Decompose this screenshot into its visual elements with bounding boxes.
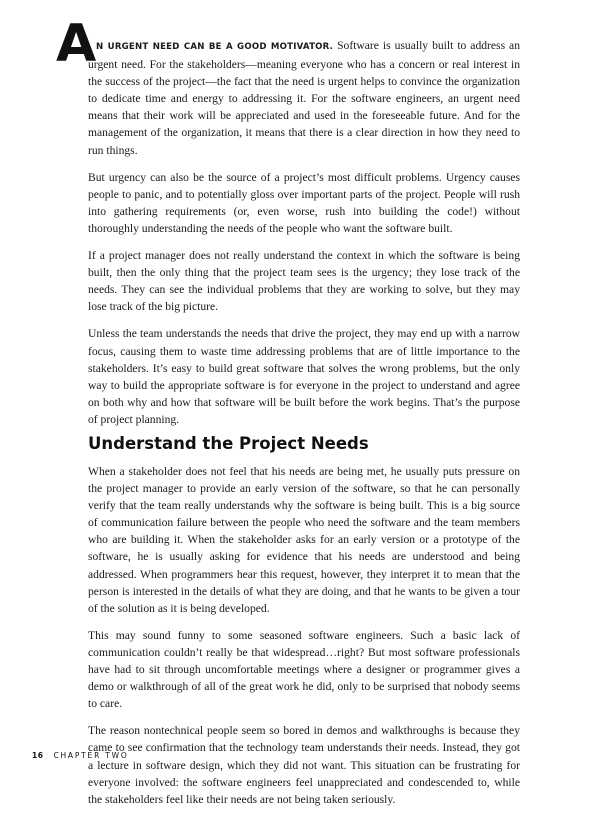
paragraph-4: Unless the team understands the needs that drive the project, they may end up with a narrow focus, causing them to waste time addressing problems that are of little importance to the stakeholders. It’s easy to build great software that solves the wrong problems, but the only way to build the appropriate software is for everyone in the project to understand and agree on both why and how that software will be built before the work begins. That’s the purpose of project planning. xyxy=(88,327,520,426)
page-footer xyxy=(32,751,129,760)
chapter-label: CHAPTER TWO xyxy=(53,751,129,760)
section-block xyxy=(88,463,520,818)
lead-in: N URGENT NEED CAN BE A GOOD MOTIVATOR. xyxy=(96,42,334,52)
paragraph-1 xyxy=(88,37,520,159)
paragraph-3: If a project manager does not really understand the context in which the software is being built, then the only thing that the project team sees is the urgency; they lose track of the needs. They can see the individual problems that they are working to solve, but they may lose track of the big picture. xyxy=(88,249,520,314)
page-number: 16 xyxy=(32,751,44,760)
section-heading: Understand the Project Needs xyxy=(88,434,369,453)
paragraph-1-text: Software is usually built to address an urgent need. For the stakeholders—meaning everyone who has a concern or real interest in the success of the project—the fact that the need is urgent helps to convince the organization to dedicate time and energy to addressing it. For the software engineers, an urgent need means that their work will be appreciated and used in the foreseeable future. And for the management of the organization, it means that there is a clear direction in how they need to run things. xyxy=(88,39,520,157)
section-paragraph-3: The reason nontechnical people seem so bored in demos and walkthroughs is because they came to see confirmation that the technology team understands their needs. Instead, they got a lecture in software design, which they did not want. This situation can be frustrating for everyone involved: the software engineers feel unappreciated and condescended to, while the stakeholders feel like their needs are not being taken seriously. xyxy=(88,724,520,806)
section-paragraph-2: This may sound funny to some seasoned software engineers. Such a basic lack of communication couldn’t really be that widespread…right? But most software professionals have had to sit through uncomfortable meetings where a designer or programmer gives a demo or walkthrough of all of the great work he did, only to be surprised that nobody seems to care. xyxy=(88,628,520,711)
drop-cap: A xyxy=(56,14,97,74)
section-paragraph-1: When a stakeholder does not feel that his needs are being met, he usually puts pressure on the project manager to provide an early version of the software, so that he can personally verify that the team really understands why the software is being built. This is a big source of communication failure between the people who need the software and the team members who are building it. When the stakeholder asks for an early version or a prototype of the software, he is usually asking for evidence that his needs are understood and being addressed. When programmers hear this request, however, they interpret it to mean that the person is interested in the details of what they are doing, and that he wants to be given a tour of the solution as it is being developed. xyxy=(88,465,520,615)
intro-block xyxy=(88,37,520,438)
paragraph-2: But urgency can also be the source of a project’s most difficult problems. Urgency causes people to panic, and to potentially gloss over important parts of the project. People will rush into gathering requirements (or, even worse, rush into building the code!) without thoroughly understanding the needs of the people who want the software built. xyxy=(88,170,520,235)
